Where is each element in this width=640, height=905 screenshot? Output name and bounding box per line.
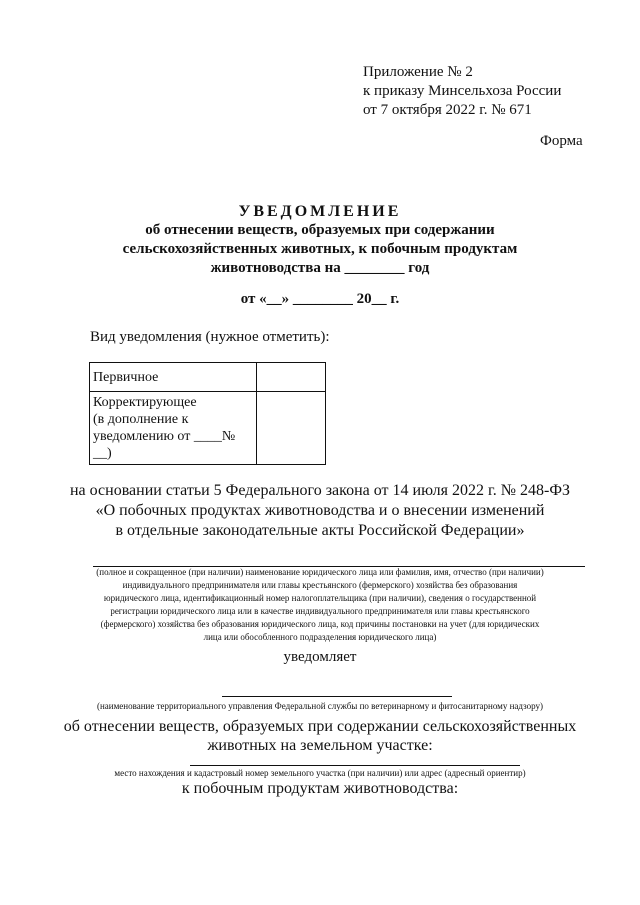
legal-basis — [0, 481, 640, 541]
applicant-note-line-4: регистрации юридического лица или в качестве индивидуального предпринимателя или главы крестьянского — [110, 606, 530, 616]
basis-line-2: «О побочных продуктах животноводства и о внесении изменений — [95, 502, 545, 519]
subtitle-line-2: сельскохозяйственных животных, к побочным продуктам — [122, 241, 518, 257]
byproducts-statement: к побочным продуктам животноводства: — [181, 780, 459, 797]
basis-line-3: в отдельные законодательные акты Российской Федерации» — [115, 522, 525, 539]
applicant-note — [0, 566, 640, 644]
basis-line-1: на основании статьи 5 Федерального закона от 14 июля 2022 г. № 248-ФЗ — [69, 482, 570, 499]
applicant-note-line-1: (полное и сокращенное (при наличии) наименование юридического лица или фамилия, имя, отчество (при наличии) — [96, 567, 544, 577]
notifies-text: уведомляет — [283, 649, 357, 665]
appendix-number: Приложение № 2 — [363, 64, 473, 80]
corrective-line-2: (в дополнение к — [93, 412, 189, 427]
authority-note: (наименование территориального управления Федеральной службы по ветеринарному и фитосанитарному надзору) — [96, 701, 543, 711]
notice-type-row-primary — [90, 363, 326, 392]
applicant-note-line-3: юридического лица, идентификационный номер налогоплательщика (при наличии), сведения о государственной — [103, 593, 537, 603]
plot-note: место нахождения и кадастровый номер земельного участка (при наличии) или адрес (адресный ориентир) — [114, 768, 526, 778]
appendix-order: к приказу Минсельхоза России — [363, 83, 562, 99]
primary-label: Первичное — [90, 363, 257, 392]
appendix-header — [363, 63, 623, 120]
notice-type-table — [89, 362, 326, 465]
corrective-label — [90, 392, 257, 465]
subtitle-line-3: животноводства на ________ год — [210, 260, 430, 276]
corrective-checkbox-cell[interactable] — [257, 392, 326, 465]
document-title: УВЕДОМЛЕНИЕ — [238, 203, 402, 220]
plot-statement-line-1: об отнесении веществ, образуемых при содержании сельскохозяйственных — [63, 718, 577, 735]
date-line: от «__» ________ 20__ г. — [240, 291, 400, 307]
corrective-line-3: уведомлению от ____№ __) — [93, 429, 236, 461]
authority-input-line[interactable] — [222, 696, 452, 697]
document-subtitle — [0, 221, 640, 278]
plot-statement-line-2: животных на земельном участке: — [207, 737, 433, 754]
appendix-date: от 7 октября 2022 г. № 671 — [363, 102, 532, 118]
plot-statement — [0, 717, 640, 755]
plot-input-line[interactable] — [190, 765, 520, 766]
applicant-note-line-5: (фермерского) хозяйства без образования юридического лица, код причины постановки на учет (для юридических — [100, 619, 540, 629]
applicant-note-line-6: лица или обособленного подразделения юридического лица) — [203, 632, 437, 642]
notice-type-row-corrective — [90, 392, 326, 465]
applicant-note-line-2: индивидуального предпринимателя или главы крестьянского (фермерского) хозяйства без образования — [122, 580, 518, 590]
corrective-line-1: Корректирующее — [93, 395, 197, 410]
notice-type-label: Вид уведомления (нужное отметить): — [90, 329, 330, 345]
primary-checkbox-cell[interactable] — [257, 363, 326, 392]
form-label: Форма — [540, 133, 583, 149]
subtitle-line-1: об отнесении веществ, образуемых при содержании — [145, 222, 495, 238]
